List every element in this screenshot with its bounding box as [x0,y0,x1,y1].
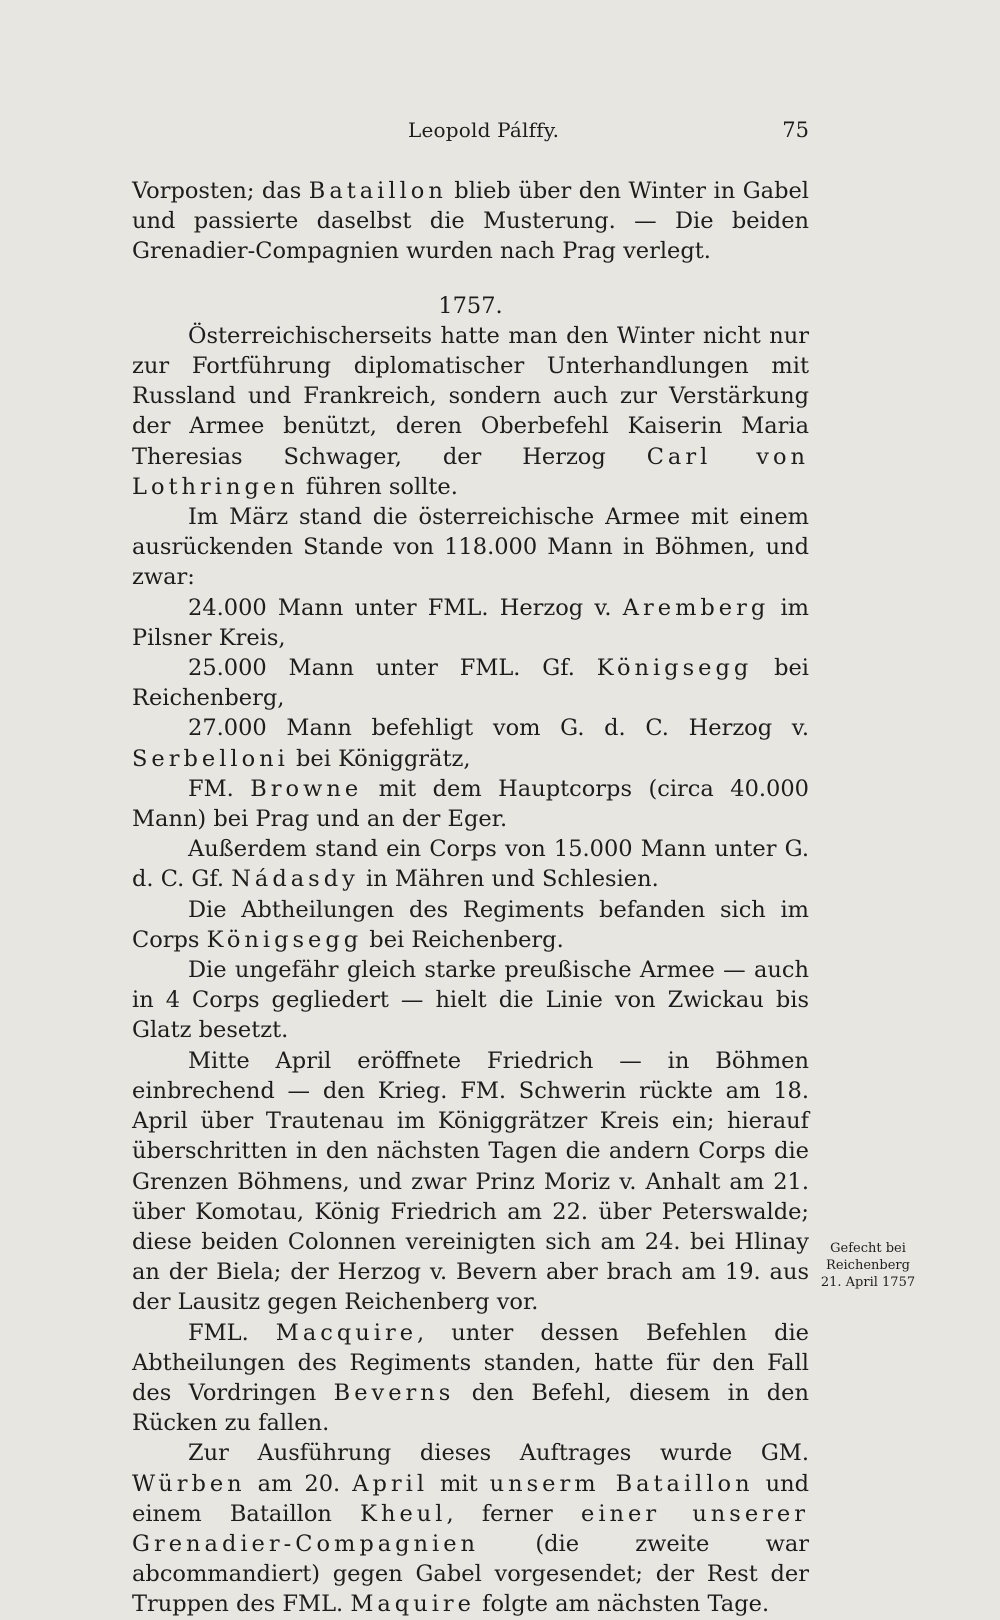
paragraph: Mitte April eröffnete Friedrich — in Böhmen einbrechend — den Krieg. FM. Schwerin rückte am 18. April über Trautenau im Königgrätzer Kreis ein; hierauf überschritten in den nächsten Tagen die andern Corps die Grenzen Böhmens, und zwar Prinz Moriz v. Anhalt am 21. über Komotau, König Friedrich am 22. über Peterswalde; diese beiden Colonnen vereinigten sich am 24. bei Hlinay an der Biela; der Herzog v. Bevern aber brach am 19. aus der Lausitz gegen Reichenberg vor. [132,1047,809,1316]
list-item: FM. Browne mit dem Hauptcorps (circa 40.000 Mann) bei Prag und an der Eger. [132,775,809,833]
main-text [132,176,809,1620]
page-number: 75 [782,118,809,142]
paragraph: Die Abtheilungen des Regiments befanden sich im Corps Königsegg bei Reichenberg. [132,896,809,953]
paragraph: Im März stand die österreichische Armee mit einem ausrückenden Stande von 118.000 Mann in Böhmen, und zwar: [132,504,809,591]
margin-note [818,1240,918,1291]
paragraph: Die ungefähr gleich starke preußische Armee — auch in 4 Corps gegliedert — hielt die Linie von Zwickau bis Glatz besetzt. [132,957,809,1044]
margin-note-line: 21. April 1757 [820,1275,916,1290]
paragraph: Zur Ausführung dieses Auftrages wurde GM. Würben am 20. April mit unserm Bataillon und einem Bataillon Kheul, ferner einer unserer Grenadier-Compagnien (die zweite war abcommandiert) gegen Gabel vorgesendet; der Rest der Truppen des FML. Maquire folgte am nächsten Tage. [132,1440,809,1618]
paragraph: FML. Macquire, unter dessen Befehlen die Abtheilungen des Regiments standen, hatte für den Fall des Vordringen Beverns den Befehl, diesem in den Rücken zu fallen. [132,1319,809,1437]
margin-note-line: Reichenberg [826,1258,910,1273]
paragraph: Außerdem stand ein Corps von 15.000 Mann unter G. d. C. Gf. Nádasdy in Mähren und Schlesien. [132,836,809,893]
running-header [132,118,809,148]
paragraph: Österreichischerseits hatte man den Winter nicht nur zur Fortführung diplomatischer Unterhandlungen mit Russland und Frankreich, sondern auch zur Verstärkung der Armee benützt, deren Oberbefehl Kaiserin Maria Theresias Schwager, der Herzog Carl von Lothringen führen sollte. [132,322,809,500]
paragraph: Vorposten; das Bataillon blieb über den Winter in Gabel und passierte daselbst die Musterung. — Die beiden Grenadier-Compagnien wurden nach Prag verlegt. [132,178,810,265]
list-item: 27.000 Mann befehligt vom G. d. C. Herzog v. Serbelloni bei Königgrätz, [132,715,809,772]
running-title: Leopold Pálffy. [408,118,560,142]
margin-note-line: Gefecht bei [830,1241,906,1256]
list-item: 24.000 Mann unter FML. Herzog v. Aremberg im Pilsner Kreis, [132,594,810,651]
list-item: 25.000 Mann unter FML. Gf. Königsegg bei Reichenberg, [132,655,809,712]
year-heading: 1757. [438,292,503,319]
